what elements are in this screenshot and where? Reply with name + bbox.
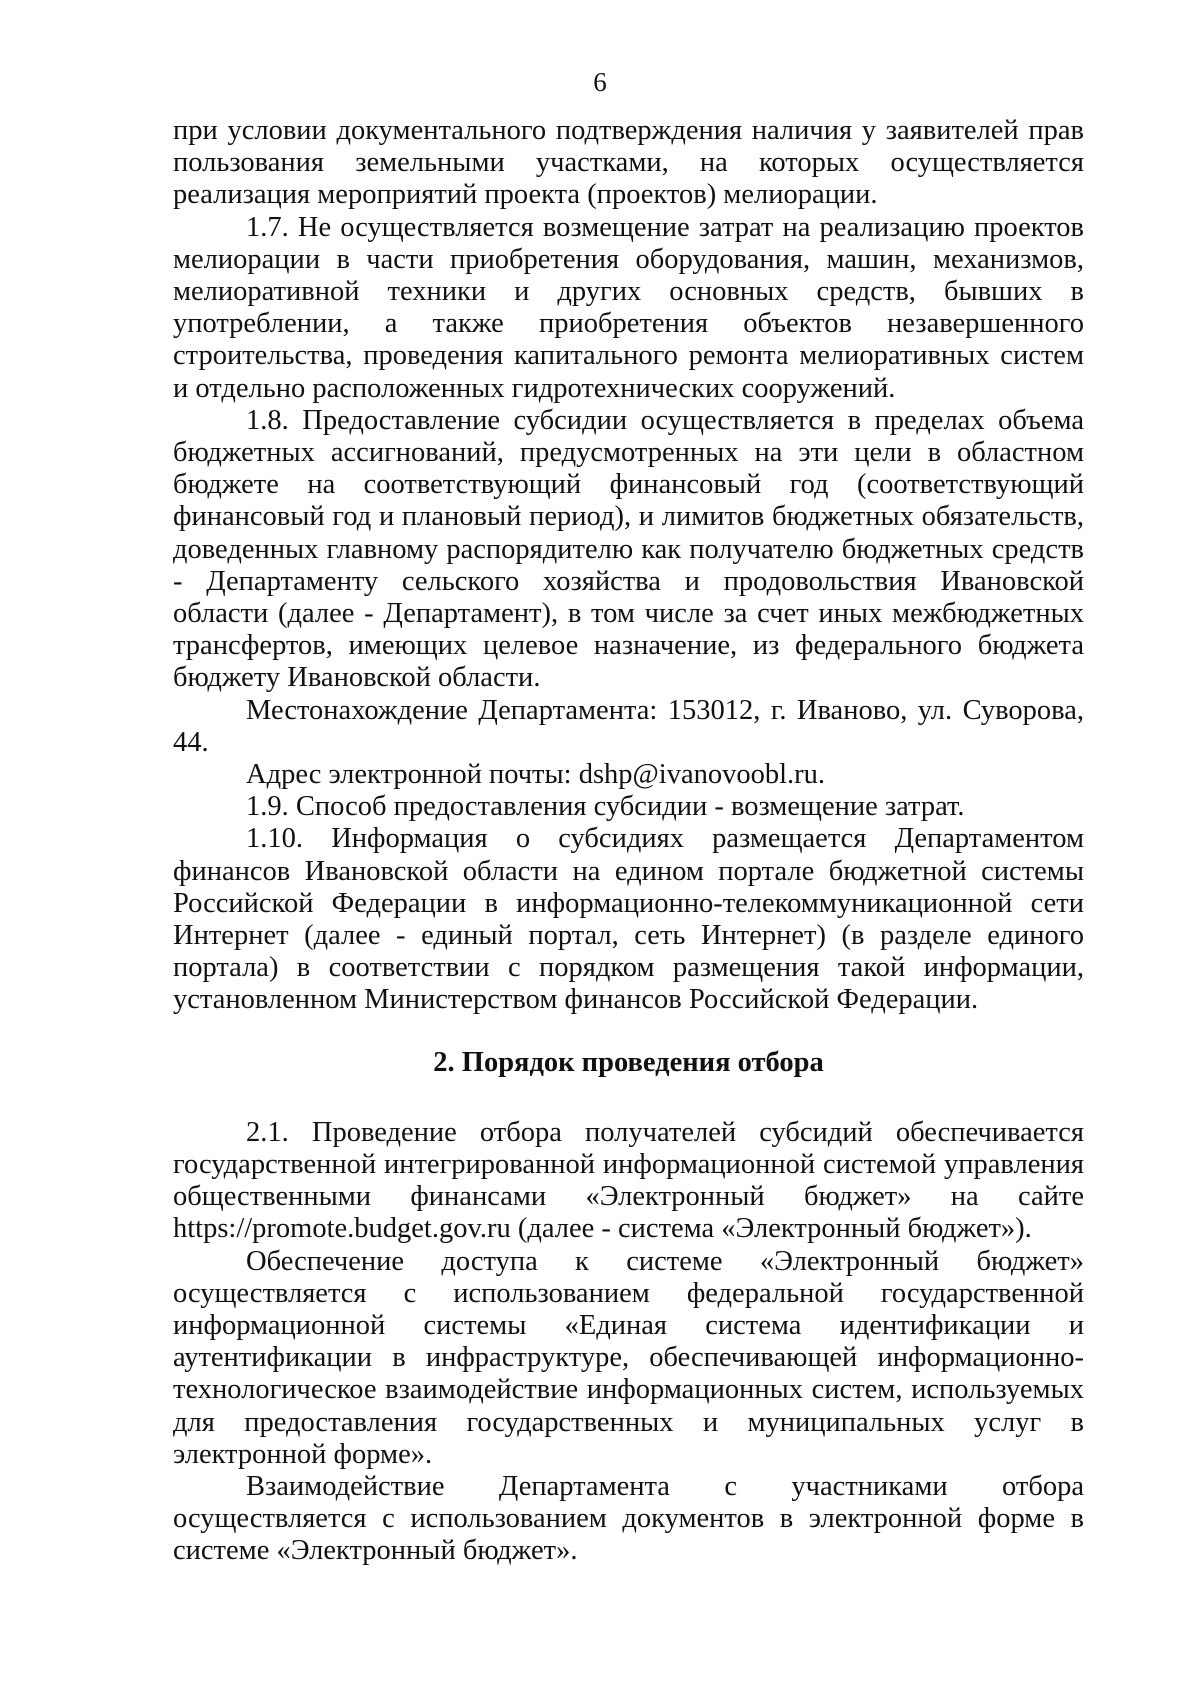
paragraph: 1.7. Не осуществляется возмещение затрат на реализацию проектов мелиорации в части приобретения оборудования, машин, механизмов, мелиоративной техники и других основных средств, бывших в употреблении, а также приобретения объектов незавершенного строительства, проведения капитального ремонта мелиоративных систем и отдельно расположенных гидротехнических сооружений. xyxy=(173,211,1084,404)
paragraphs-after-section xyxy=(173,1117,1084,1568)
paragraph: 2.1. Проведение отбора получателей субсидий обеспечивается государственной интегрированной информационной системой управления общественными финансами «Электронный бюджет» на сайте https://promote.budget.gov.ru (далее - система «Электронный бюджет»). xyxy=(173,1116,1084,1245)
paragraph: Адрес электронной почты: dshp@ivanovoobl.ru. xyxy=(246,759,826,791)
paragraph: 1.8. Предоставление субсидии осуществляется в пределах объема бюджетных ассигнований, предусмотренных на эти цели в областном бюджете на соответствующий финансовый год (соответствующий финансовый год и плановый период), и лимитов бюджетных обязательств, доведенных главному распорядителю как получателю бюджетных средств - Департаменту сельского хозяйства и продовольствия Ивановской области (далее - Департамент), в том числе за счет иных межбюджетных трансфертов, имеющих целевое назначение, из федерального бюджета бюджету Ивановской области. xyxy=(173,404,1084,694)
paragraph: при условии документального подтверждения наличия у заявителей прав пользования земельными участками, на которых осуществляется реализация мероприятий проекта (проектов) мелиорации. xyxy=(173,115,1084,211)
section-title: 2. Порядок проведения отбора xyxy=(433,1046,824,1078)
paragraph: Местонахождение Департамента: 153012, г. Иваново, ул. Суворова, 44. xyxy=(173,694,1084,758)
paragraph: Взаимодействие Департамента с участниками отбора осуществляется с использованием документов в электронной форме в системе «Электронный бюджет». xyxy=(173,1470,1084,1567)
paragraph: Обеспечение доступа к системе «Электронный бюджет» осуществляется с использованием федеральной государственной информационной системы «Единая система идентификации и аутентификации в инфраструктуре, обеспечивающей информационно-технологическое взаимодействие информационных систем, используемых для предоставления государственных и муниципальных услуг в электронной форме». xyxy=(173,1245,1084,1470)
document-body xyxy=(173,115,1084,1568)
paragraphs-before-section xyxy=(173,115,1084,1017)
paragraph: 1.9. Способ предоставления субсидии - возмещение затрат. xyxy=(246,791,965,823)
paragraph: 1.10. Информация о субсидиях размещается Департаментом финансов Ивановской области на едином портале бюджетной системы Российской Федерации в информационно-телекоммуникационной сети Интернет (далее - единый портал, сеть Интернет) (в разделе единого портала) в соответствии с порядком размещения такой информации, установленном Министерством финансов Российской Федерации. xyxy=(173,823,1084,1016)
page-number: 6 xyxy=(593,67,607,97)
